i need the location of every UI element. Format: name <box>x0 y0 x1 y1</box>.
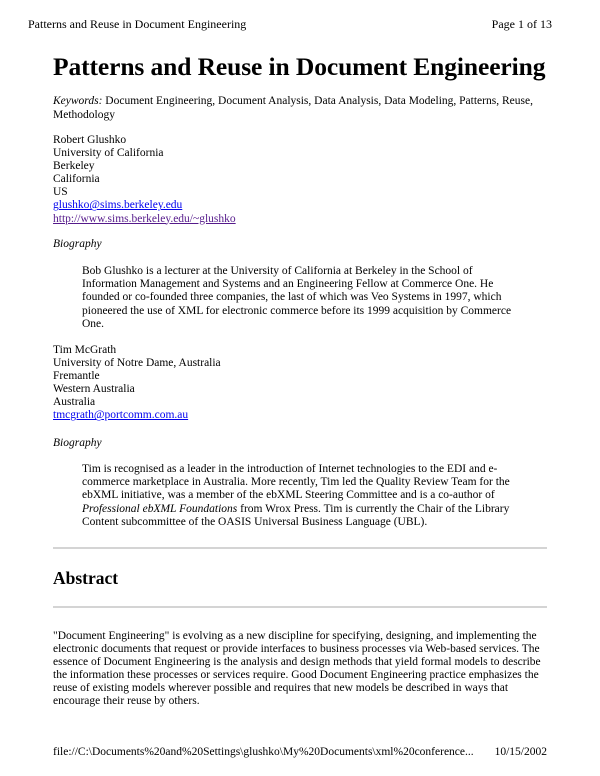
author-1-affiliation: University of California <box>53 147 164 160</box>
author-2-bio-part2: from Wrox Press. Tim is currently the Chair of the Library Content subcommittee of the OASIS Universal Business Language (UBL). <box>82 502 510 528</box>
author-1-state: California <box>53 173 100 186</box>
author-1-country: US <box>53 186 68 199</box>
author-1-bio-label: Biography <box>53 238 102 250</box>
section-divider-top <box>53 547 547 549</box>
author-1-city: Berkeley <box>53 160 95 173</box>
author-2-bio-book: Professional ebXML Foundations <box>82 502 238 515</box>
author-1-bio: Bob Glushko is a lecturer at the University of California at Berkeley in the School of Information Management and Systems and an Engineering Fellow at Commerce One. He founded or co-founded three companies, the last of which was Veo Systems in 1997, which pioneered the use of XML for electronic commerce before its 1999 acquisition by Commerce One. <box>82 265 512 330</box>
keywords <box>53 95 553 122</box>
keywords-text: Document Engineering, Document Analysis, Data Analysis, Data Modeling, Patterns, Reuse, Methodology <box>53 95 533 121</box>
page-title: Patterns and Reuse in Document Engineering <box>53 52 546 81</box>
abstract-heading: Abstract <box>53 568 119 588</box>
author-2-email-link[interactable]: tmcgrath@portcomm.com.au <box>53 409 189 422</box>
author-1-homepage-link[interactable]: http://www.sims.berkeley.edu/~glushko <box>53 212 236 225</box>
author-1-email-link[interactable]: glushko@sims.berkeley.edu <box>53 199 183 212</box>
footer-file-path: file://C:\Documents%20and%20Settings\glushko\My%20Documents\xml%20conference... <box>53 746 474 758</box>
page-indicator: Page 1 of 13 <box>491 17 552 31</box>
author-2-country: Australia <box>53 396 96 409</box>
author-2-name: Tim McGrath <box>53 344 117 356</box>
section-divider-bottom <box>53 606 547 608</box>
author-1-contact <box>53 134 543 226</box>
footer-date: 10/15/2002 <box>494 746 547 758</box>
abstract-text: "Document Engineering" is evolving as a new discipline for specifying, designing, and implementing the electronic documents that request or provide interfaces to business processes via Web-based services. The essence of Document Engineering is the analysis and design methods that yield formal models to describe the information these processes or services require. Good Document Engineering practice emphasizes the reuse of existing models wherever possible and requires that new models be described in ways that encourage their reuse by others. <box>53 630 541 708</box>
author-2-contact <box>53 344 543 423</box>
author-2-state: Western Australia <box>53 383 135 396</box>
running-header-title: Patterns and Reuse in Document Engineering <box>28 17 247 31</box>
author-2-affiliation: University of Notre Dame, Australia <box>53 357 221 370</box>
keywords-label: Keywords: <box>53 95 103 107</box>
author-2-bio-part1: Tim is recognised as a leader in the introduction of Internet technologies to the EDI and e-commerce marketplace in Australia. More recently, Tim led the Quality Review Team for the ebXML initiative, was a member of the ebXML Steering Committee and is a co-author of <box>82 463 510 502</box>
author-2-bio <box>82 463 522 529</box>
author-2-bio-label: Biography <box>53 437 102 449</box>
author-1-name: Robert Glushko <box>53 134 127 146</box>
author-2-city: Fremantle <box>53 370 100 383</box>
